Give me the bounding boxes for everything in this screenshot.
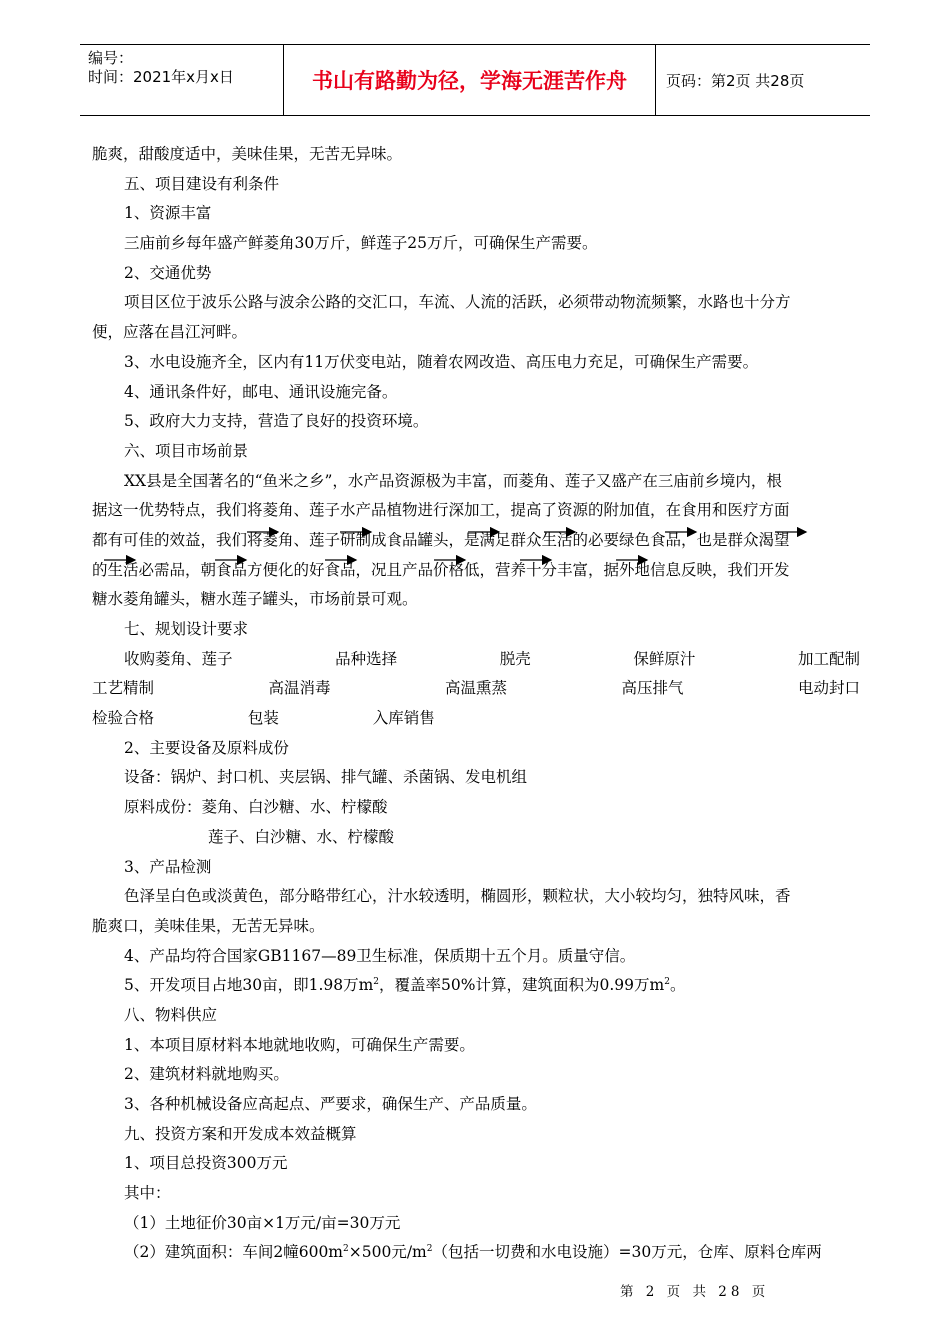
header-page: 页码：第2页 共28页 [666, 71, 805, 90]
text-run: 。 [669, 976, 686, 995]
document-body [92, 140, 860, 1268]
paragraph-line: 1、本项目原材料本地就地收购，可确保生产需要。 [124, 1035, 475, 1054]
paragraph-line: 糖水菱角罐头，糖水莲子罐头，市场前景可观。 [92, 590, 418, 609]
sub-heading: 3、产品检测 [124, 857, 212, 876]
text-run: ，覆盖率50%计算，建筑面积为0.99万m [379, 976, 665, 995]
paragraph-line: 的生活必需品，朝食品方便化的好食品，况且产品价格低，营养十分丰富，据外地信息反映，我们开发 [92, 560, 790, 579]
flow-step: 工艺精制 [92, 679, 155, 698]
paragraph-line: 据这一优势特点，我们将菱角、莲子水产品植物进行深加工，提高了资源的附加值，在食用和医疗方面 [92, 501, 790, 520]
paragraph-line: 原料成份：菱角、白沙糖、水、柠檬酸 [124, 798, 388, 817]
section-heading: 七、规划设计要求 [124, 620, 249, 638]
flow-step: 高压排气 [621, 679, 684, 698]
flow-step: 加工配制 [797, 649, 860, 668]
sub-heading: 2、主要设备及原料成份 [124, 738, 289, 757]
paragraph-line: 都有可佳的效益，我们将菱角、莲子研制成食品罐头，是满足群众生活的必要绿色食品，也是群众渴望 [92, 530, 790, 549]
sub-heading: 2、交通优势 [124, 263, 212, 282]
superscript: 2 [664, 977, 670, 988]
time-label: 时间：2021年x月x日 [88, 68, 234, 86]
superscript: 2 [343, 1244, 349, 1255]
flow-step: 包装 [247, 709, 279, 728]
paragraph-line: 3、水电设施齐全，区内有11万伏变电站，随着农网改造、高压电力充足，可确保生产需要。 [124, 352, 759, 371]
number-label: 编号： [88, 49, 134, 67]
text-run: ×500元/m [348, 1243, 427, 1262]
text-run: 5、开发项目占地30亩，即1.98万m [124, 976, 374, 995]
sub-heading: 1、资源丰富 [124, 204, 212, 223]
paragraph-line [92, 1238, 860, 1268]
paragraph-line: 色泽呈白色或淡黄色，部分略带红心，汁水较透明，椭圆形，颗粒状，大小较均匀，独特风味，香 [124, 887, 791, 906]
flow-step: 脱壳 [499, 649, 531, 668]
section-heading: 六、项目市场前景 [124, 441, 249, 460]
paragraph-line: 5、政府大力支持，营造了良好的投资环境。 [124, 412, 429, 431]
paragraph-line [92, 971, 860, 1001]
text-run: （包括一切费和水电设施）=30万元，仓库、原料仓库两 [432, 1243, 822, 1262]
paragraph-line: 设备：锅炉、封口机、夹层锅、排气罐、杀菌锅、发电机组 [124, 768, 528, 787]
superscript: 2 [426, 1244, 433, 1255]
flow-row-2 [92, 674, 860, 704]
paragraph-line: 3、各种机械设备应高起点、严要求，确保生产、产品质量。 [124, 1095, 537, 1113]
paragraph-line: 项目区位于波乐公路与波余公路的交汇口，车流、人流的活跃，必须带动物流频繁，水路也十分方 [124, 293, 791, 312]
header-table [80, 44, 870, 116]
section-heading: 八、物料供应 [124, 1005, 218, 1024]
flow-step: 保鲜原汁 [633, 649, 696, 668]
paragraph-line: （1）土地征价30亩×1万元/亩=30万元 [124, 1213, 401, 1232]
sub-heading: 1、项目总投资300万元 [124, 1154, 288, 1173]
header-meta [80, 45, 284, 115]
paragraph-line: 4、通讯条件好，邮电、通讯设施完备。 [124, 382, 398, 401]
paragraph-line: 便，应落在昌江河畔。 [92, 323, 248, 342]
text-run: （2）建筑面积：车间2幢600m [124, 1243, 344, 1262]
paragraph-line: XX县是全国著名的“鱼米之乡”，水产品资源极为丰富，而菱角、莲子又盛产在三庙前乡境内，根 [124, 471, 782, 490]
flow-step: 高温消毒 [268, 679, 331, 698]
page-footer: 第 2 页 共 28 页 [620, 1284, 770, 1300]
paragraph-line: 莲子、白沙糖、水、柠檬酸 [208, 827, 395, 846]
flow-step: 高温熏蒸 [444, 679, 507, 698]
paragraph-line: 4、产品均符合国家GB1167—89卫生标准，保质期十五个月。质量守信。 [124, 946, 636, 965]
flow-row-3 [92, 704, 860, 734]
paragraph-line: 脆爽口，美味佳果，无苦无异味。 [92, 916, 325, 935]
flow-step: 入库销售 [372, 709, 435, 728]
section-heading: 九、投资方案和开发成本效益概算 [124, 1124, 357, 1143]
paragraph-line: 三庙前乡每年盛产鲜菱角30万斤，鲜莲子25万斤，可确保生产需要。 [124, 234, 598, 253]
flow-row-1 [92, 645, 860, 675]
section-heading: 五、项目建设有利条件 [124, 174, 280, 193]
superscript: 2 [373, 977, 380, 988]
paragraph-line: 脆爽，甜酸度适中，美味佳果，无苦无异味。 [92, 145, 403, 163]
paragraph-line: 其中： [124, 1184, 171, 1203]
flow-step: 收购菱角、莲子 [124, 649, 233, 668]
flow-step: 检验合格 [92, 709, 155, 728]
header-motto: 书山有路勤为径，学海无涯苦作舟 [284, 45, 656, 115]
paragraph-line: 2、建筑材料就地购买。 [124, 1065, 289, 1084]
flow-step: 电动封口 [797, 679, 860, 698]
flow-step: 品种选择 [335, 649, 398, 668]
